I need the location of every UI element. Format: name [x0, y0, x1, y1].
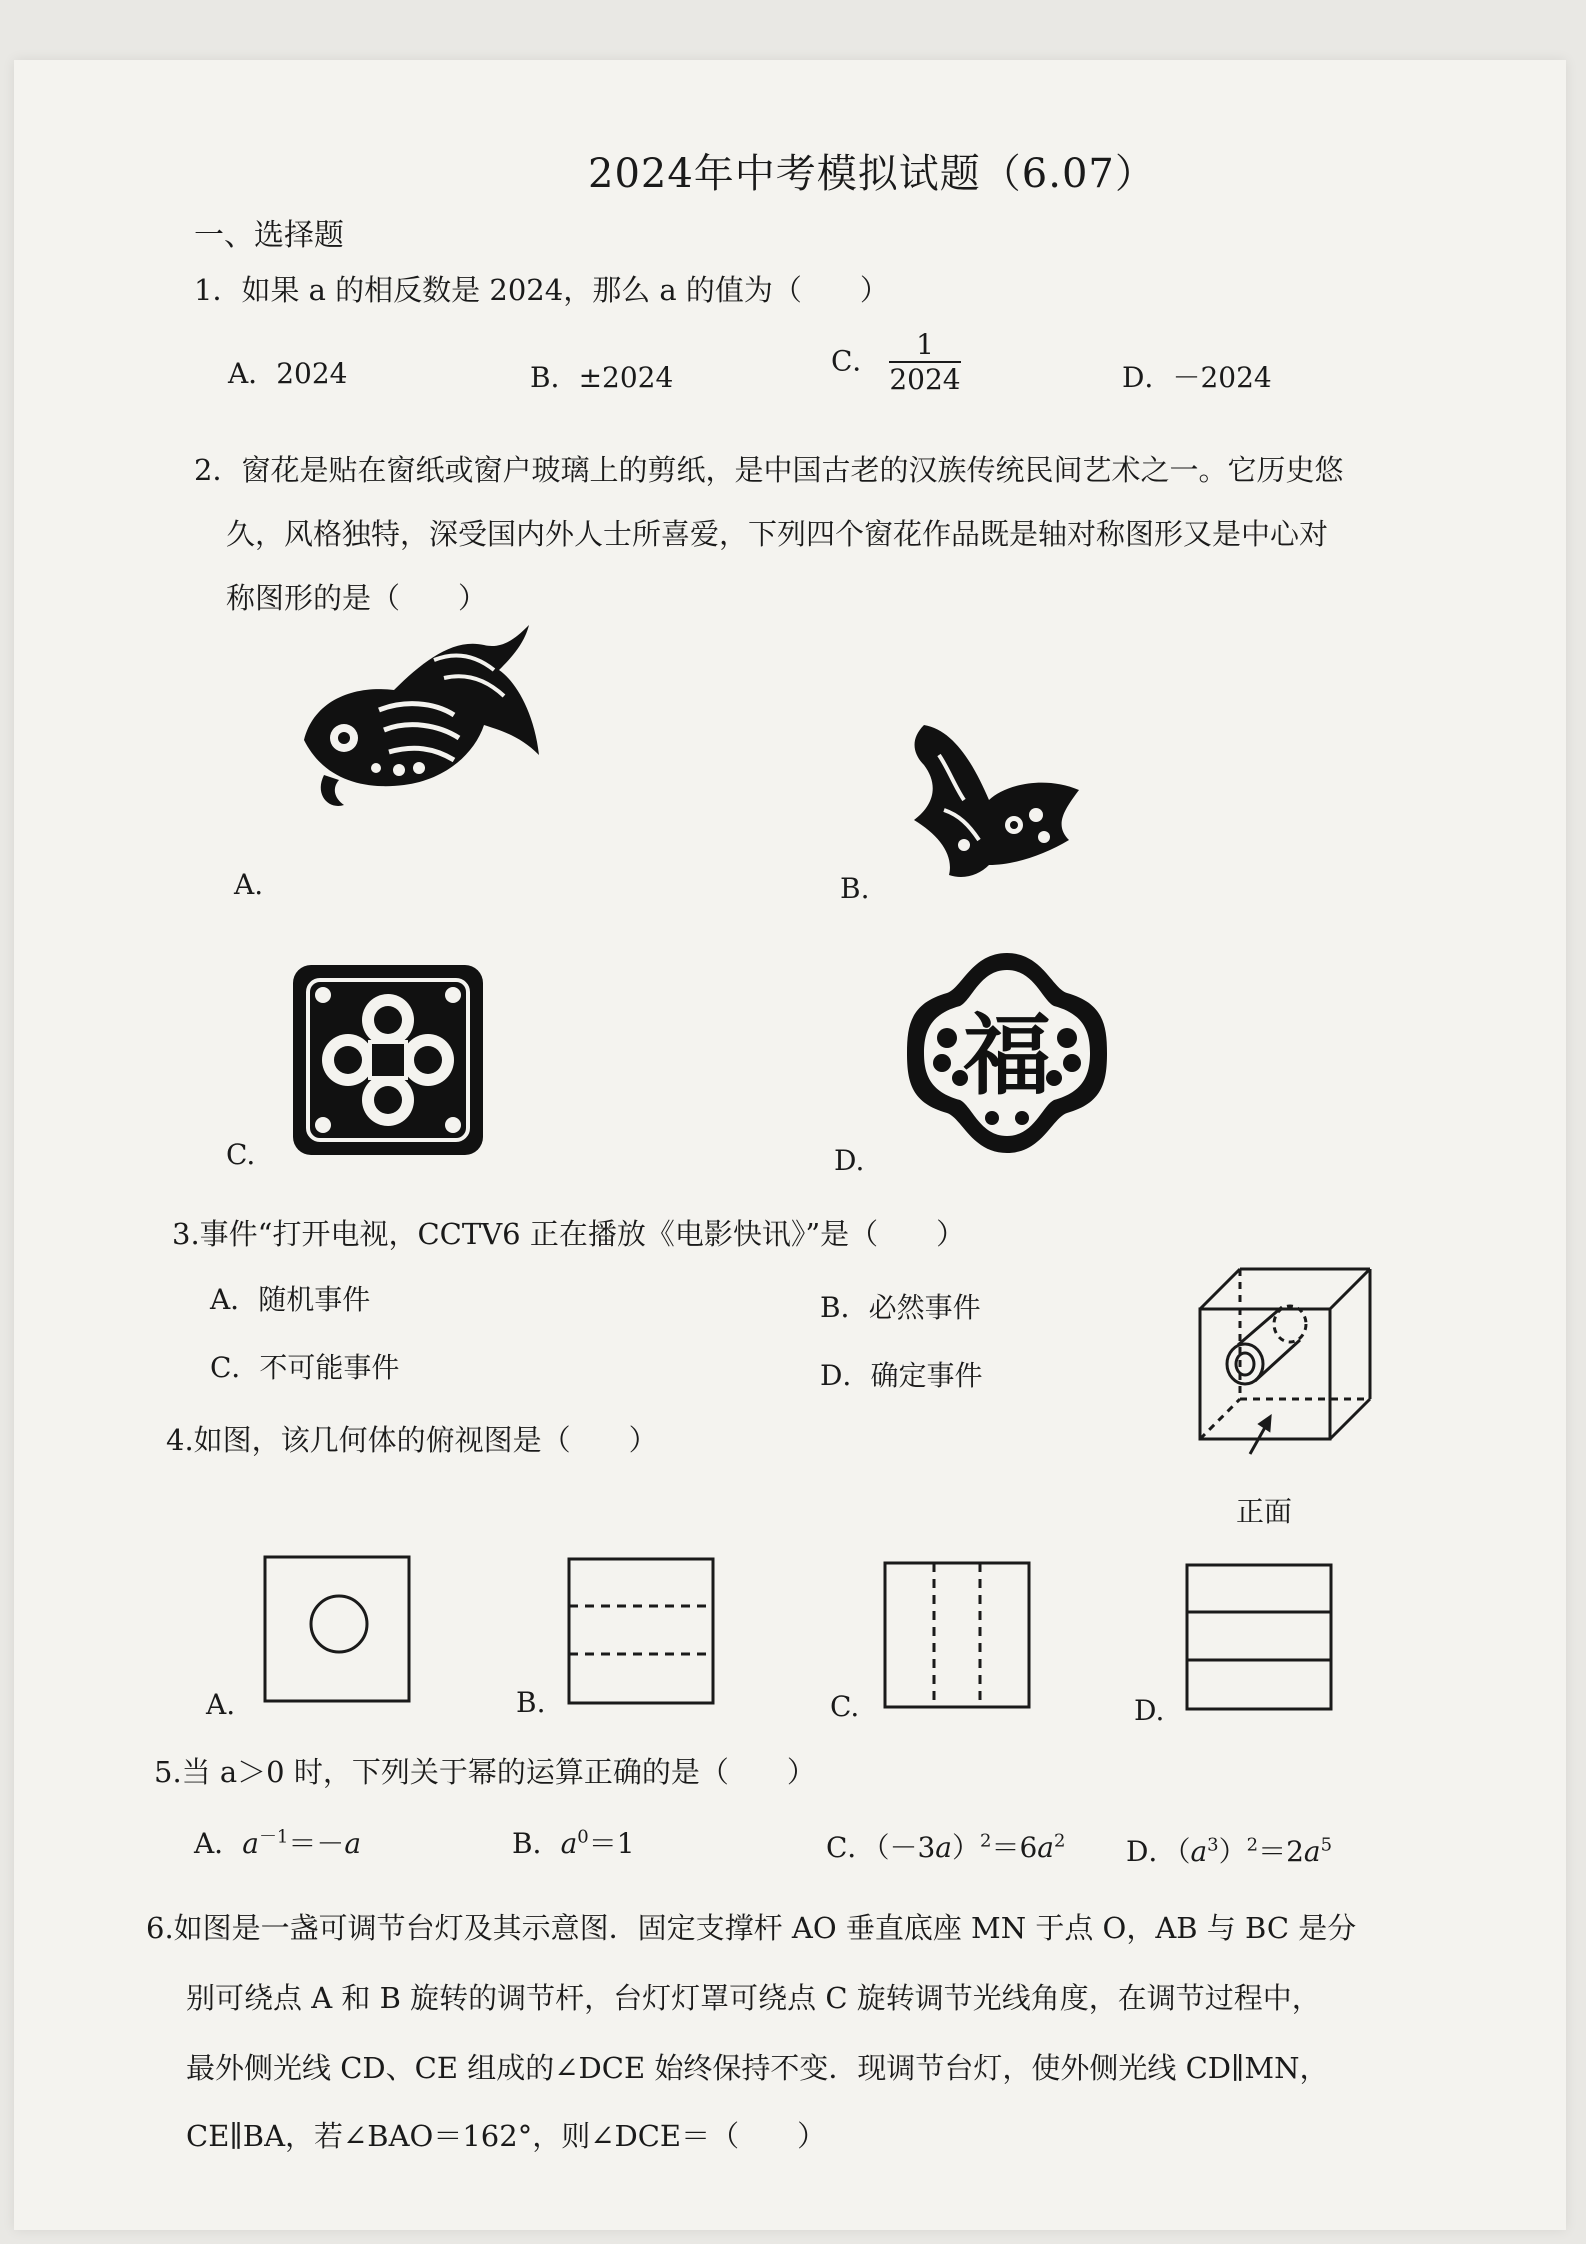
question-4: 4.如图，该几何体的俯视图是（ ） — [166, 1423, 658, 1457]
question-6-line-2: 别可绕点 A 和 B 旋转的调节杆，台灯灯罩可绕点 C 旋转调节光线角度，在调节过程中， — [186, 1981, 1321, 2015]
question-5: 5.当 a＞0 时，下列关于幂的运算正确的是（ ） — [154, 1755, 816, 1789]
fraction-numerator: 1 — [916, 328, 934, 361]
q2-label-c[interactable]: C. — [226, 1138, 256, 1171]
q1-option-c-letter: C． — [831, 344, 881, 378]
q1-option-c-fraction — [889, 330, 960, 396]
q1-option-d[interactable]: D．－2024 — [1122, 361, 1272, 394]
q5-option-b[interactable]: B．$a^0=1$ — [512, 1826, 635, 1860]
papercut-goldfish-icon — [284, 620, 544, 820]
fraction-denominator: 2024 — [889, 362, 961, 396]
section-heading: 一、选择题 — [194, 218, 344, 253]
q3-option-b[interactable]: B．必然事件 — [820, 1291, 981, 1324]
q5-option-d[interactable]: D．$(a^3)^2=2a^5$ — [1126, 1834, 1333, 1868]
top-view-option-b[interactable] — [566, 1556, 716, 1706]
question-6-line-1: 6.如图是一盏可调节台灯及其示意图．固定支撑杆 AO 垂直底座 MN 于点 O，AB 与 BC 是分 — [146, 1911, 1357, 1945]
q1-option-a[interactable]: A．2024 — [228, 357, 348, 390]
question-1: 1．如果 a 的相反数是 2024，那么 a 的值为（ ） — [194, 273, 889, 307]
q5-option-b-letter: B． — [512, 1827, 561, 1860]
q1-option-b[interactable]: B．±2024 — [530, 361, 674, 394]
exam-title: 2024年中考模拟试题（6.07） — [588, 151, 1156, 197]
q3-option-a[interactable]: A．随机事件 — [210, 1283, 371, 1316]
q5-option-a[interactable]: A．$a^{-1}=-a$ — [194, 1826, 362, 1860]
papercut-fu-icon — [902, 948, 1112, 1158]
q1-option-c[interactable] — [831, 330, 961, 396]
top-view-option-d[interactable] — [1184, 1562, 1334, 1712]
question-2-line-2: 久，风格独特，深受国内外人士所喜爱，下列四个窗花作品既是轴对称图形又是中心对 — [226, 517, 1329, 551]
q2-label-b[interactable]: B. — [840, 872, 870, 905]
q2-label-d[interactable]: D. — [834, 1144, 865, 1177]
q4-label-a[interactable]: A. — [206, 1688, 236, 1721]
q4-label-c[interactable]: C. — [830, 1690, 860, 1723]
papercut-butterfly-icon — [894, 715, 1094, 885]
q5-option-c[interactable]: C．$(-3a)^2=6a^2$ — [826, 1830, 1066, 1864]
front-label: 正面 — [1236, 1495, 1293, 1528]
q5-option-a-letter: A． — [194, 1827, 243, 1860]
question-2-line-3: 称图形的是（ ） — [226, 581, 488, 615]
q5-option-c-letter: C． — [826, 1831, 876, 1864]
q3-option-c[interactable]: C．不可能事件 — [210, 1351, 400, 1384]
question-2-line-1: 2．窗花是贴在窗纸或窗户玻璃上的剪纸，是中国古老的汉族传统民间艺术之一。它历史悠 — [194, 453, 1344, 487]
question-3: 3.事件“打开电视，CCTV6 正在播放《电影快讯》”是（ ） — [172, 1217, 966, 1251]
q4-label-b[interactable]: B. — [516, 1686, 546, 1719]
question-6-line-3: 最外侧光线 CD、CE 组成的∠DCE 始终保持不变．现调节台灯，使外侧光线 CD∥MN， — [186, 2051, 1329, 2085]
exam-page — [14, 60, 1566, 2230]
question-6-line-4: CE∥BA，若∠BAO＝162°，则∠DCE＝（ ） — [186, 2119, 827, 2153]
q4-label-d[interactable]: D. — [1134, 1694, 1165, 1727]
fu-character: 福 — [962, 1004, 1052, 1107]
q3-option-d[interactable]: D．确定事件 — [820, 1359, 983, 1392]
q5-option-d-letter: D． — [1126, 1835, 1177, 1868]
q2-label-a[interactable]: A. — [234, 868, 264, 901]
top-view-option-c[interactable] — [882, 1560, 1032, 1710]
top-view-option-a[interactable] — [262, 1554, 412, 1704]
papercut-square-flower-icon — [288, 960, 488, 1160]
cube-with-cylinder-diagram — [1190, 1264, 1390, 1464]
